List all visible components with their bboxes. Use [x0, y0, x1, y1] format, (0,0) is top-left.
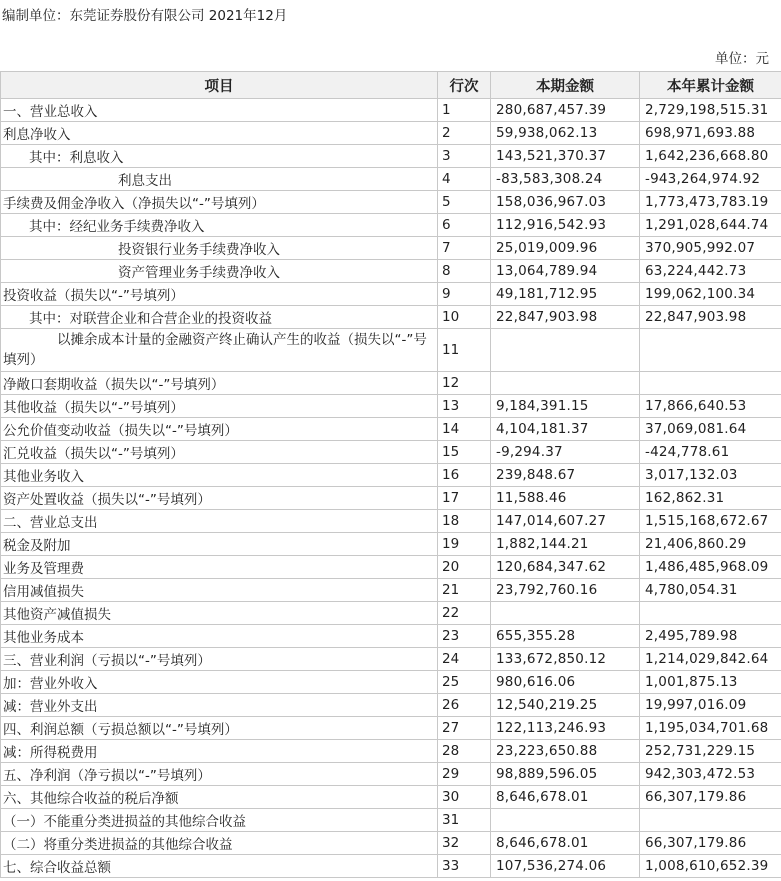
row-current-amount: [491, 809, 640, 832]
table-row: [1, 283, 781, 306]
row-item-label: 七、综合收益总额: [1, 855, 438, 878]
company-header: 编制单位：东莞证券股份有限公司 2021年12月: [2, 8, 288, 24]
row-item-label: 汇兑收益（损失以“-”号填列）: [1, 441, 438, 464]
row-line-number: 11: [438, 329, 491, 372]
row-current-amount: 655,355.28: [491, 625, 640, 648]
row-item-label: 税金及附加: [1, 533, 438, 556]
table-row: [1, 372, 781, 395]
row-line-number: 5: [438, 191, 491, 214]
row-ytd-amount: 1,642,236,668.80: [640, 145, 781, 168]
row-ytd-amount: 66,307,179.86: [640, 832, 781, 855]
row-item-label: 以摊余成本计量的金融资产终止确认产生的收益（损失以“-”号填列）: [1, 329, 438, 372]
row-line-number: 30: [438, 786, 491, 809]
table-row: [1, 168, 781, 191]
table-row: [1, 487, 781, 510]
unit-label: 单位：元: [715, 51, 769, 67]
table-row: [1, 717, 781, 740]
row-line-number: 14: [438, 418, 491, 441]
row-line-number: 20: [438, 556, 491, 579]
row-item-label: 其他业务收入: [1, 464, 438, 487]
row-ytd-amount: 4,780,054.31: [640, 579, 781, 602]
row-item-label: 利息支出: [1, 168, 438, 191]
row-line-number: 21: [438, 579, 491, 602]
row-ytd-amount: 1,515,168,672.67: [640, 510, 781, 533]
row-current-amount: [491, 329, 640, 372]
row-item-label: 减：营业外支出: [1, 694, 438, 717]
row-current-amount: 25,019,009.96: [491, 237, 640, 260]
row-ytd-amount: 66,307,179.86: [640, 786, 781, 809]
row-line-number: 1: [438, 99, 491, 122]
row-current-amount: 158,036,967.03: [491, 191, 640, 214]
row-item-label: 其他业务成本: [1, 625, 438, 648]
row-line-number: 12: [438, 372, 491, 395]
row-item-label: 其他资产减值损失: [1, 602, 438, 625]
row-item-label: （二）将重分类进损益的其他综合收益: [1, 832, 438, 855]
row-item-label: 业务及管理费: [1, 556, 438, 579]
row-ytd-amount: 252,731,229.15: [640, 740, 781, 763]
row-ytd-amount: 942,303,472.53: [640, 763, 781, 786]
row-ytd-amount: 17,866,640.53: [640, 395, 781, 418]
row-line-number: 13: [438, 395, 491, 418]
row-current-amount: 23,223,650.88: [491, 740, 640, 763]
table-row: [1, 786, 781, 809]
row-ytd-amount: 698,971,693.88: [640, 122, 781, 145]
row-line-number: 28: [438, 740, 491, 763]
row-line-number: 18: [438, 510, 491, 533]
table-row: [1, 740, 781, 763]
row-line-number: 15: [438, 441, 491, 464]
row-item-label: 其他收益（损失以“-”号填列）: [1, 395, 438, 418]
row-ytd-amount: 3,017,132.03: [640, 464, 781, 487]
table-row: [1, 809, 781, 832]
table-row: [1, 99, 781, 122]
row-item-label: （一）不能重分类进损益的其他综合收益: [1, 809, 438, 832]
row-line-number: 10: [438, 306, 491, 329]
row-line-number: 17: [438, 487, 491, 510]
table-row: [1, 237, 781, 260]
row-current-amount: [491, 372, 640, 395]
row-ytd-amount: 37,069,081.64: [640, 418, 781, 441]
table-row: [1, 260, 781, 283]
row-line-number: 26: [438, 694, 491, 717]
row-current-amount: 8,646,678.01: [491, 786, 640, 809]
row-current-amount: 1,882,144.21: [491, 533, 640, 556]
row-current-amount: [491, 602, 640, 625]
row-current-amount: 112,916,542.93: [491, 214, 640, 237]
table-row: [1, 832, 781, 855]
table-row: [1, 533, 781, 556]
table-row: [1, 306, 781, 329]
row-line-number: 4: [438, 168, 491, 191]
row-item-label: 其中：利息收入: [1, 145, 438, 168]
row-item-label: 六、其他综合收益的税后净额: [1, 786, 438, 809]
table-row: [1, 418, 781, 441]
column-header-current: 本期金额: [491, 72, 640, 99]
row-current-amount: 980,616.06: [491, 671, 640, 694]
row-item-label: 二、营业总支出: [1, 510, 438, 533]
row-ytd-amount: 199,062,100.34: [640, 283, 781, 306]
row-item-label: 三、营业利润（亏损以“-”号填列）: [1, 648, 438, 671]
column-header-item: 项目: [1, 72, 438, 99]
table-row: [1, 395, 781, 418]
table-row: [1, 122, 781, 145]
column-header-ytd: 本年累计金额: [640, 72, 781, 99]
row-ytd-amount: 21,406,860.29: [640, 533, 781, 556]
row-current-amount: 8,646,678.01: [491, 832, 640, 855]
row-line-number: 3: [438, 145, 491, 168]
table-row: [1, 602, 781, 625]
row-item-label: 利息净收入: [1, 122, 438, 145]
row-current-amount: 122,113,246.93: [491, 717, 640, 740]
row-current-amount: 59,938,062.13: [491, 122, 640, 145]
row-current-amount: 22,847,903.98: [491, 306, 640, 329]
row-item-label: 其中：经纪业务手续费净收入: [1, 214, 438, 237]
table-row: [1, 510, 781, 533]
row-ytd-amount: 2,495,789.98: [640, 625, 781, 648]
row-line-number: 16: [438, 464, 491, 487]
row-current-amount: 98,889,596.05: [491, 763, 640, 786]
row-line-number: 19: [438, 533, 491, 556]
column-header-line: 行次: [438, 72, 491, 99]
row-line-number: 22: [438, 602, 491, 625]
table-row: [1, 464, 781, 487]
table-row: [1, 671, 781, 694]
row-item-label: 信用减值损失: [1, 579, 438, 602]
row-item-label: 减：所得税费用: [1, 740, 438, 763]
row-ytd-amount: 1,773,473,783.19: [640, 191, 781, 214]
row-line-number: 25: [438, 671, 491, 694]
row-item-label: 加：营业外收入: [1, 671, 438, 694]
row-line-number: 8: [438, 260, 491, 283]
row-current-amount: 49,181,712.95: [491, 283, 640, 306]
table-row: [1, 763, 781, 786]
row-current-amount: 4,104,181.37: [491, 418, 640, 441]
table-header-row: [1, 72, 781, 99]
table-row: [1, 855, 781, 878]
row-line-number: 23: [438, 625, 491, 648]
row-line-number: 24: [438, 648, 491, 671]
table-row: [1, 579, 781, 602]
row-current-amount: 107,536,274.06: [491, 855, 640, 878]
row-ytd-amount: 1,008,610,652.39: [640, 855, 781, 878]
row-line-number: 2: [438, 122, 491, 145]
row-ytd-amount: 1,214,029,842.64: [640, 648, 781, 671]
row-current-amount: 239,848.67: [491, 464, 640, 487]
row-ytd-amount: 370,905,992.07: [640, 237, 781, 260]
table-row: [1, 214, 781, 237]
row-item-label: 投资收益（损失以“-”号填列）: [1, 283, 438, 306]
row-current-amount: 12,540,219.25: [491, 694, 640, 717]
row-ytd-amount: [640, 372, 781, 395]
row-current-amount: -9,294.37: [491, 441, 640, 464]
table-row: [1, 145, 781, 168]
row-item-label: 手续费及佣金净收入（净损失以“-”号填列）: [1, 191, 438, 214]
row-item-label: 投资银行业务手续费净收入: [1, 237, 438, 260]
row-ytd-amount: [640, 809, 781, 832]
row-line-number: 7: [438, 237, 491, 260]
row-line-number: 33: [438, 855, 491, 878]
row-item-label: 资产处置收益（损失以“-”号填列）: [1, 487, 438, 510]
table-row: [1, 191, 781, 214]
row-line-number: 9: [438, 283, 491, 306]
row-ytd-amount: 22,847,903.98: [640, 306, 781, 329]
row-ytd-amount: [640, 329, 781, 372]
row-ytd-amount: [640, 602, 781, 625]
row-current-amount: 143,521,370.37: [491, 145, 640, 168]
row-ytd-amount: 19,997,016.09: [640, 694, 781, 717]
row-current-amount: -83,583,308.24: [491, 168, 640, 191]
table-row: [1, 694, 781, 717]
row-ytd-amount: 63,224,442.73: [640, 260, 781, 283]
row-item-label: 公允价值变动收益（损失以“-”号填列）: [1, 418, 438, 441]
table-row: [1, 329, 781, 372]
row-current-amount: 147,014,607.27: [491, 510, 640, 533]
table-row: [1, 625, 781, 648]
row-current-amount: 133,672,850.12: [491, 648, 640, 671]
table-row: [1, 648, 781, 671]
row-line-number: 31: [438, 809, 491, 832]
row-item-label: 其中：对联营企业和合营企业的投资收益: [1, 306, 438, 329]
row-item-label: 五、净利润（净亏损以“-”号填列）: [1, 763, 438, 786]
row-item-label: 四、利润总额（亏损总额以“-”号填列）: [1, 717, 438, 740]
row-ytd-amount: 1,291,028,644.74: [640, 214, 781, 237]
row-line-number: 27: [438, 717, 491, 740]
row-line-number: 29: [438, 763, 491, 786]
row-ytd-amount: 2,729,198,515.31: [640, 99, 781, 122]
row-item-label: 资产管理业务手续费净收入: [1, 260, 438, 283]
income-statement-table: [0, 71, 781, 878]
row-ytd-amount: -424,778.61: [640, 441, 781, 464]
row-line-number: 6: [438, 214, 491, 237]
row-ytd-amount: 1,001,875.13: [640, 671, 781, 694]
row-ytd-amount: 1,486,485,968.09: [640, 556, 781, 579]
table-row: [1, 556, 781, 579]
row-current-amount: 23,792,760.16: [491, 579, 640, 602]
row-ytd-amount: -943,264,974.92: [640, 168, 781, 191]
row-current-amount: 11,588.46: [491, 487, 640, 510]
row-ytd-amount: 1,195,034,701.68: [640, 717, 781, 740]
row-item-label: 净敞口套期收益（损失以“-”号填列）: [1, 372, 438, 395]
row-item-label: 一、营业总收入: [1, 99, 438, 122]
row-current-amount: 13,064,789.94: [491, 260, 640, 283]
row-current-amount: 120,684,347.62: [491, 556, 640, 579]
row-line-number: 32: [438, 832, 491, 855]
table-row: [1, 441, 781, 464]
row-ytd-amount: 162,862.31: [640, 487, 781, 510]
row-current-amount: 9,184,391.15: [491, 395, 640, 418]
row-current-amount: 280,687,457.39: [491, 99, 640, 122]
